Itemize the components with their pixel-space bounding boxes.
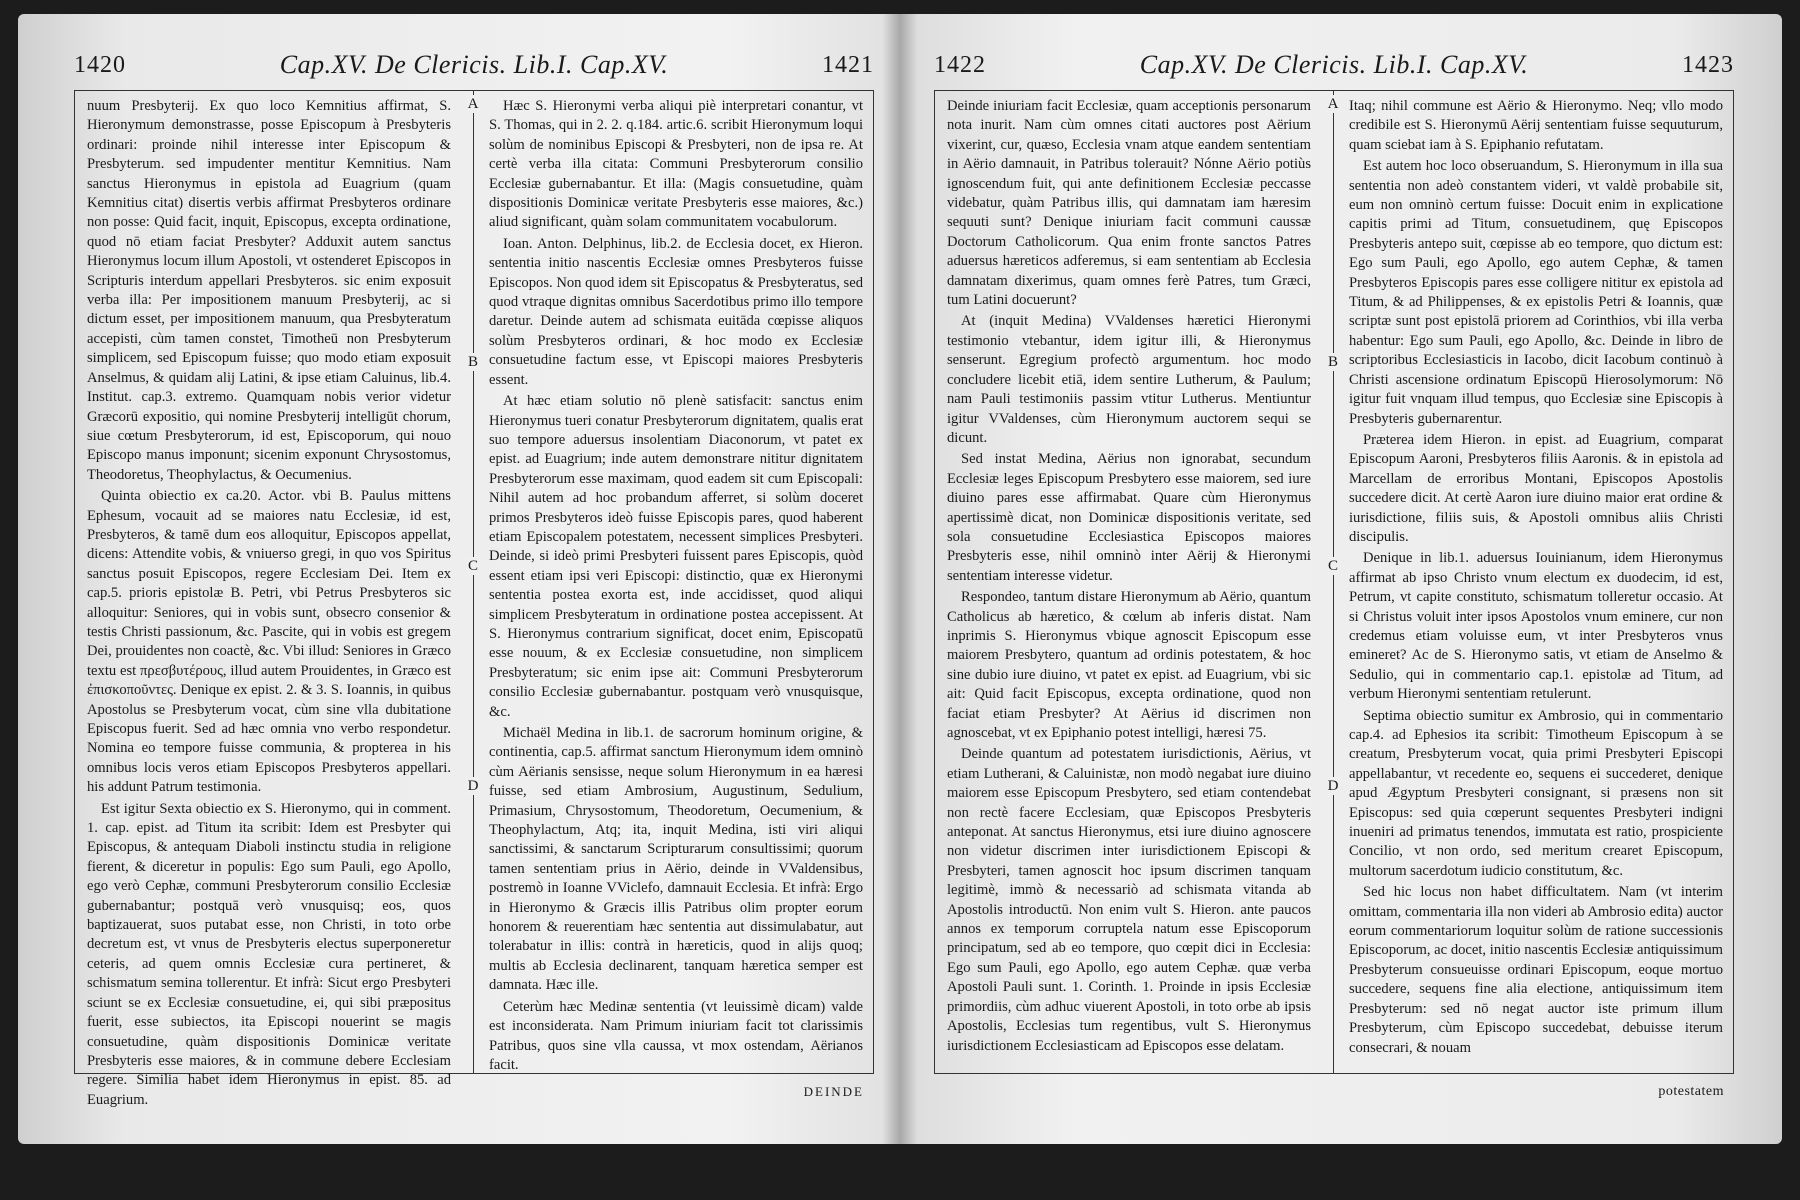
column-right bbox=[489, 97, 863, 1073]
column-right bbox=[1349, 97, 1723, 1067]
column-divider bbox=[473, 91, 474, 1073]
paragraph: Respondeo, tantum distare Hieronymum ab Aërio, quantum Catholicus ab hæretico, & cœlum ab inferis distat. Nam inprimis S. Hieronymus vbique agnoscit Episcopum esse maiorem Presbytero, quantum ad ordinis potestatem, & hoc sine dubio iure diuino, vt patet ex epist. ad Euagrium, vbi sic ait: Quid facit Episcopus, excepta ordinatione, quod non faciat etiam Presbyter? At Aërius id discrimen non agnoscebat, vt ex Epiphanio potest intelligi, hæresi 75. bbox=[947, 589, 1311, 741]
margin-mark-d: D bbox=[1327, 778, 1339, 794]
paragraph: Ioan. Anton. Delphinus, lib.2. de Ecclesia docet, ex Hieron. sententia initio nascentis Ecclesiæ omnes Presbyteros fuisse Episcopos. Non quod idem sit Episcopatus & Presbyteratus, sed quod vtraque dignitas omnibus Sacerdotibus primo illo tempore daretur. Deinde autem ad schismata euitāda cœpisse aliquos solùm Presbyteros ordinari, & hoc modo ex Ecclesiæ consuetudine factum esse, vt Episcopi maiores Presbyteris essent. bbox=[489, 235, 863, 388]
paragraph: Sed hic locus non habet difficultatem. Nam (vt interim omittam, commentaria illa non videri ab Ambrosio edita) auctor eorum commentariorum loquitur solùm de ratione successionis Episcoporum, ac docet, initio nascentis Ecclesiæ antiquissimum Presbyterum consueuisse ordinari Episcopum, eoque mortuo succedere, sequens fine alia electione, antiquissimum item Presbyterum: sed nō negat auctor iste primum illum Presbyterum, cùm Episcopo succedebat, debuisse iterum consecrari, & nouam bbox=[1349, 884, 1723, 1056]
page-number-left: 1420 bbox=[74, 52, 126, 78]
page-number-right: 1421 bbox=[822, 52, 874, 78]
paragraph: Ceterùm hæc Medinæ sententia (vt leuissimè dicam) valde est inconsiderata. Nam Primum iniuriam facit tot clarissimis Patribus, quos sine vlla caussa, vt mox ostendam, Aërianos facit. bbox=[489, 998, 863, 1073]
page-number-right: 1423 bbox=[1682, 52, 1734, 78]
paragraph: Præterea idem Hieron. in epist. ad Euagrium, comparat Episcopum Aaroni, Presbyteros filiis Aaronis. & in epistola ad Marcellam de erroribus Montani, Episcopos Apostolis succedere dicit. At certè Aaron iure diuino maior erat ordine & iurisdictione, filiis suis, & Apostoli omnibus aliis Christi discipulis. bbox=[1349, 431, 1723, 545]
paragraph: Deinde quantum ad potestatem iurisdictionis, Aërius, vt etiam Lutherani, & Caluinistæ, non modò negabat iure diuino maiorem esse Episcopum Presbytero, sed etiam contendebat non rectè facere Ecclesiam, quæ Episcopos Presbyteris anteponat. At sanctus Hieronymus, etsi iure diuino agnoscere non videtur discrimen inter iurisdictionem Episcopi & Presbyteri, tamen agnoscit hoc ipsum discrimen tanquam legitimè, immò & necessariò ad schismata vitanda ab Apostolis introductū. Non enim vult S. Hieron. ante paucos annos ex temporum corruptela natum esse Episcoporum principatum, sed ab eo tempore, quo cœpit dici in Ecclesia: Ego sum Pauli, ego Apollo, ego autem Cephæ. quæ verba Apostoli Pauli sunt. 1. Corinth. 1. Proinde in ipsis Ecclesiæ primordiis, cùm adhuc viuerent Apostoli, in toto orbe ab ipsis Apostolis, Ecclesias tum regentibus, vult S. Hieronymus iurisdictionem Ecclesiasticam ad Episcopos esse delatam. bbox=[947, 746, 1311, 1054]
text-frame bbox=[74, 90, 874, 1108]
paragraph: Est igitur Sexta obiectio ex S. Hieronymo, qui in comment. 1. cap. epist. ad Titum ita scribit: Idem est Presbyter qui Episcopus, & antequam Diaboli instinctu studia in religione fierent, & diceretur in populis: Ego sum Pauli, ego Apollo, ego verò Cephæ, communi Presbyterorum consilio Ecclesiæ gubernabantur; postquā verò vnusquisq; eos, quos baptizauerat, suos putabat esse, non Christi, in toto orbe decretum est, vt vnus de Presbyteris electus superponeretur ceteris, ad quem omnis Ecclesiæ cura pertineret, & schismatum semina tollerentur. Et infrà: Sicut ergo Presbyteri sciunt se ex Ecclesiæ consuetudine, ei, qui sibi præpositus fuerit, esse subiectos, ita Episcopi nouerint se magis consuetudine, quàm dispositionis Dominicæ veritate Presbyteris esse maiores, & in commune debere Ecclesiam regere. Similia habet idem Hieronymus in epist. 85. ad Euagrium. bbox=[87, 800, 451, 1108]
paragraph: Michaël Medina in lib.1. de sacrorum hominum origine, & continentia, cap.5. affirmat sanctum Hieronymum idem omninò cùm Aërianis sensisse, neque solum Hieronymum in ea hæresi fuisse, sed etiam Ambrosium, Augustinum, Sedulium, Primasium, Chrysostomum, Theodoretum, Oecumenium, & Theophylactum, Atq; ita, inquit Medina, isti viri aliqui sanctissimi, & sanctarum Scripturarum consultissimi; quorum tamen sententiam prius in Aërio, deinde in VValdensibus, postremò in Ioanne VViclefo, damnauit Ecclesia. Et infrà: Ergo in Hieronymo & Græcis illis Patribus olim propter eorum honorem & reuerentiam hæc sententia aut dissimulabatur, aut tolerabatur in illis: contrà in hæreticis, quod in alijs quoq; multis ab Ecclesia declinarent, tanquam hæretica semper est damnata. Hæc ille. bbox=[489, 725, 863, 994]
page-number-left: 1422 bbox=[934, 52, 986, 78]
left-page bbox=[74, 48, 874, 1108]
paragraph: Itaq; nihil commune est Aërio & Hieronymo. Neq; vllo modo credibile est S. Hieronymū Aërij sententiam fuisse sequuturum, quam sciebat iam à S. Epiphanio refutatam. bbox=[1349, 98, 1723, 153]
margin-mark-a: A bbox=[1327, 96, 1339, 112]
paragraph: Septima obiectio sumitur ex Ambrosio, qui in commentario cap.4. ad Ephesios ita scribit: Timotheum Episcopum à se creatum, Presbyterum vocat, quia primi Presbyteri Episcopi appellabantur, vt recedente eo, sequens ei succederet, denique apud Ægyptum Presbyteri consignant, si præsens non sit Episcopus: sed quia cœperunt sequentes Presbyteri indigni inueniri ad primatus tenendos, immutata est ratio, prospiciente Concilio, vt non ordo, sed meritum crearet Episcopum, multorum sacerdotum iudicio constitutum, &c. bbox=[1349, 707, 1723, 879]
catchword: DEINDE bbox=[803, 1084, 864, 1099]
margin-mark-c: C bbox=[467, 558, 478, 574]
catchword: potestatem bbox=[1658, 1084, 1724, 1099]
paragraph: Est autem hoc loco obseruandum, S. Hieronymum in illa sua sententia non adeò constantem videri, vt valdè probabile sit, eum non omninò certum fuisse: Docuit enim in explicatione capitis primi ad Titum, consuetudinem, quę Episcopos Presbyteris antepo suit, cœpisse ab eo tempore, quo dictum est: Ego sum Pauli, ego Apollo, ego autem Cephæ, & tamen Presbyteros Episcopis pares esse colligere nititur ex epistola ad Titum, & ad Philippenses, & ex epistolis Petri & Ioannis, quæ scriptæ sunt post epistolā priorem ad Corinthios, vbi illa verba habentur: Ego sum Pauli, ego Apollo, &c. Deinde in libro de scriptoribus Ecclesiasticis in Iacobo, dicit Iacobum continuò à Christi ascensione ordinatum Episcopū Hierosolymorum: Nō igitur fuit vnquam illud tempus, quo Ecclesiæ sine Episcopis à Presbyteris gubernarentur. bbox=[1349, 158, 1723, 427]
text-frame bbox=[934, 90, 1734, 1074]
running-header bbox=[74, 48, 874, 88]
margin-mark-b: B bbox=[1327, 354, 1338, 370]
paragraph: Denique in lib.1. aduersus Iouinianum, idem Hieronymus affirmat ab ipso Christo vnum electum ex duodecim, id est, Petrum, vt capite constituto, schismatum tolleretur occasio. At si Christus voluit inter ipsos Apostolos vnum eminere, cur non credemus etiam voluisse eum, vt inter Presbyteros vnus emineret? Ac de S. Hieronymo satis, vt etiam de Anselmo & Sedulio, qui in commentario cap.1. epistolæ ad Titum, ad verbum Hieronymi sententiam retulerunt. bbox=[1349, 550, 1723, 703]
column-left bbox=[947, 97, 1311, 1067]
right-page bbox=[934, 48, 1734, 1108]
margin-mark-b: B bbox=[467, 354, 478, 370]
paragraph: Sed instat Medina, Aërius non ignorabat, secundum Ecclesiæ leges Episcopum Presbytero esse maiorem, sed iure diuino pares esse affirmabat. Quare cùm Hieronymus apertissimè dicat, non Dominicæ dispositionis veritate, sed sola consuetudine Ecclesiastica Episcopos maiores Presbyteris esse, nihil omninò inter Aërij & Hieronymi sententiam interesse videtur. bbox=[947, 451, 1311, 584]
paragraph: Hæc S. Hieronymi verba aliqui piè interpretari conantur, vt S. Thomas, qui in 2. 2. q.184. artic.6. scribit Hieronymum loqui solùm de nominibus Episcopi & Presbyteri, non de ipsa re. At certè verba illa citata: Communi Presbyterorum consilio Ecclesiæ gubernabantur. Et illa: (Magis consuetudine, quàm dispositionis Dominicæ veritate Presbyteris esse maiores, &c.) aliud significant, quàm solam communitatem vocabulorum. bbox=[489, 98, 863, 231]
book-spread bbox=[18, 14, 1782, 1144]
paragraph: At (inquit Medina) VValdenses hæretici Hieronymi testimonio vtebantur, idem igitur illi, & Hieronymus senserunt. Egregium profectò argumentum. hoc modo concludere licebit etiā, idem sentire Lutherum, & Paulum; nam Pauli testimoniis passim vtitur Lutherus. Mentiuntur igitur VValdenses, cùm Hieronymum auctorem sequi se dicunt. bbox=[947, 313, 1311, 446]
margin-mark-d: D bbox=[467, 778, 479, 794]
margin-mark-c: C bbox=[1327, 558, 1338, 574]
paragraph: Deinde iniuriam facit Ecclesiæ, quam acceptionis personarum nota inurit. Nam cùm omnes citati auctores post Aërium vixerint, cur, quæso, Ecclesia vnam atque eandem sententiam in Aërio damnauit, in Patribus tolerauit? Nónne Aërio potiùs ignoscendum fuit, qui ante definitionem Ecclesiæ peccasse videbatur, quàm Patribus illis, qui damnatam iam hæresim sequuti sunt? Denique iniuriam facit communi caussæ Doctorum Catholicorum. Qua enim fronte sanctos Patres aduersus hæreticos adferemus, si eam sententiam ab Ecclesia damnatam dixerimus, quam omnes ferè Patres, tum Græci, tum Latini docuerunt? bbox=[947, 98, 1311, 309]
margin-mark-a: A bbox=[467, 96, 479, 112]
running-title: Cap.XV. De Clericis. Lib.I. Cap.XV. bbox=[279, 50, 669, 79]
paragraph: Quinta obiectio ex ca.20. Actor. vbi B. Paulus mittens Ephesum, vocauit ad se maiores natu Ecclesiæ, id est, Presbyteros, & tamē dum eos alloquitur, Episcopos appellat, dicens: Attendite vobis, & vniuerso gregi, in quo vos Spiritus sanctus posuit Episcopos, regere Ecclesiam Dei. Item ex cap.5. prioris epistolæ B. Petri, vbi Petrus Presbyteros sic alloquitur: Seniores, qui in vobis sunt, obsecro consenior & testis Christi passionum, &c. Pascite, qui in vobis est gregem Dei, prouidentes non coactè, &c. Vbi illud: Seniores in Græco textu est πρεσβυτέρους, illud autem Prouidentes, in Græco est ἐπισκοποῦντες. Denique ex epist. 2. & 3. S. Ioannis, in quibus Apostolus se Presbyterum vocat, cùm sine vlla dubitatione Episcopus fuerit. Sed ad hæc omnia vno verbo respondetur. Nomina eo tempore fuisse communia, & propterea in his omnibus locis veros etiam Episcopos Presbyteros appellari. his addunt Patrum testimonia. bbox=[87, 488, 451, 796]
paragraph: At hæc etiam solutio nō plenè satisfacit: sanctus enim Hieronymus tueri conatur Presbyterorum dignitatem, qualis erat suo tempore aduersus insolentiam Diaconorum, vt patet ex epist. ad Euagrium; inde autem demonstrare nititur dignitatem Presbyterorum esse maximam, quod eadem sit cum Episcopali: Nihil autem ad hoc probandum afferret, si solùm doceret primos Presbyteros ideò fuisse Episcopis pares, quod haberent etiam Episcopalem potestatem, necessent simplices Presbyteri. Deinde, si ideò primi Presbyteri fuissent pares Episcopis, quòd essent etiam ipsi veri Episcopi: distinctio, quæ ex Hieronymi sententia postea exorta est, inde accidisset, quod aliqui simplicem Presbyteratum in ordinatione postea accepissent. At S. Hieronymus contrarium significat, docet enim, Episcopatū esse nouum, & ex Ecclesiæ consuetudine, non simplicem Presbyteratum; sic enim ipse ait: Communi Presbyterorum consilio Ecclesiæ gubernabantur. postquam verò vnusquisque, &c. bbox=[489, 393, 863, 720]
running-header bbox=[934, 48, 1734, 88]
paragraph: nuum Presbyterij. Ex quo loco Kemnitius affirmat, S. Hieronymum demonstrasse, posse Episcopum à Presbyteris ordinari: proinde nihil interesse inter Episcopum & Presbyterum. sed impudenter mentitur Kemnitius. Nam sanctus Hieronymus in epistola ad Euagrium (quam Kemnitius citat) disertis verbis affirmat Presbyteros ordinare non posse: Quid facit, inquit, Episcopus, excepta ordinatione, quod nō etiam faciat Presbyter? Adduxit autem sanctus Hieronymus locum illum Apostoli, vt ostenderet Episcopos in Scripturis interdum appellari Presbyteros. sic enim exposuit verba illa: Per impositionem manuum Presbyterij, ac si dictum esset, per impositionem manuum, qua Presbyteratum accepisti, cùm tamen constet, Timotheū non Presbyterum simplicem, sed Episcopum fuisse; quo modo etiam exposuit Anselmus, & quidam alij Latini, & ipse etiam Caluinus, lib.4. Institut. cap.3. extremo. Quamquam nobis verior videtur Græcorū expositio, qui nomine Presbyterij intelligūt chorum, siue cœtum Presbyterorum, id est, Episcoporum, qui nouo Episcopo manus imponunt; sicenim exponunt Chrysostomus, Theodoretus, Theophylactus, & Oecumenius. bbox=[87, 98, 451, 483]
column-left bbox=[87, 97, 451, 1108]
running-title: Cap.XV. De Clericis. Lib.I. Cap.XV. bbox=[1139, 50, 1529, 79]
column-divider bbox=[1333, 91, 1334, 1073]
